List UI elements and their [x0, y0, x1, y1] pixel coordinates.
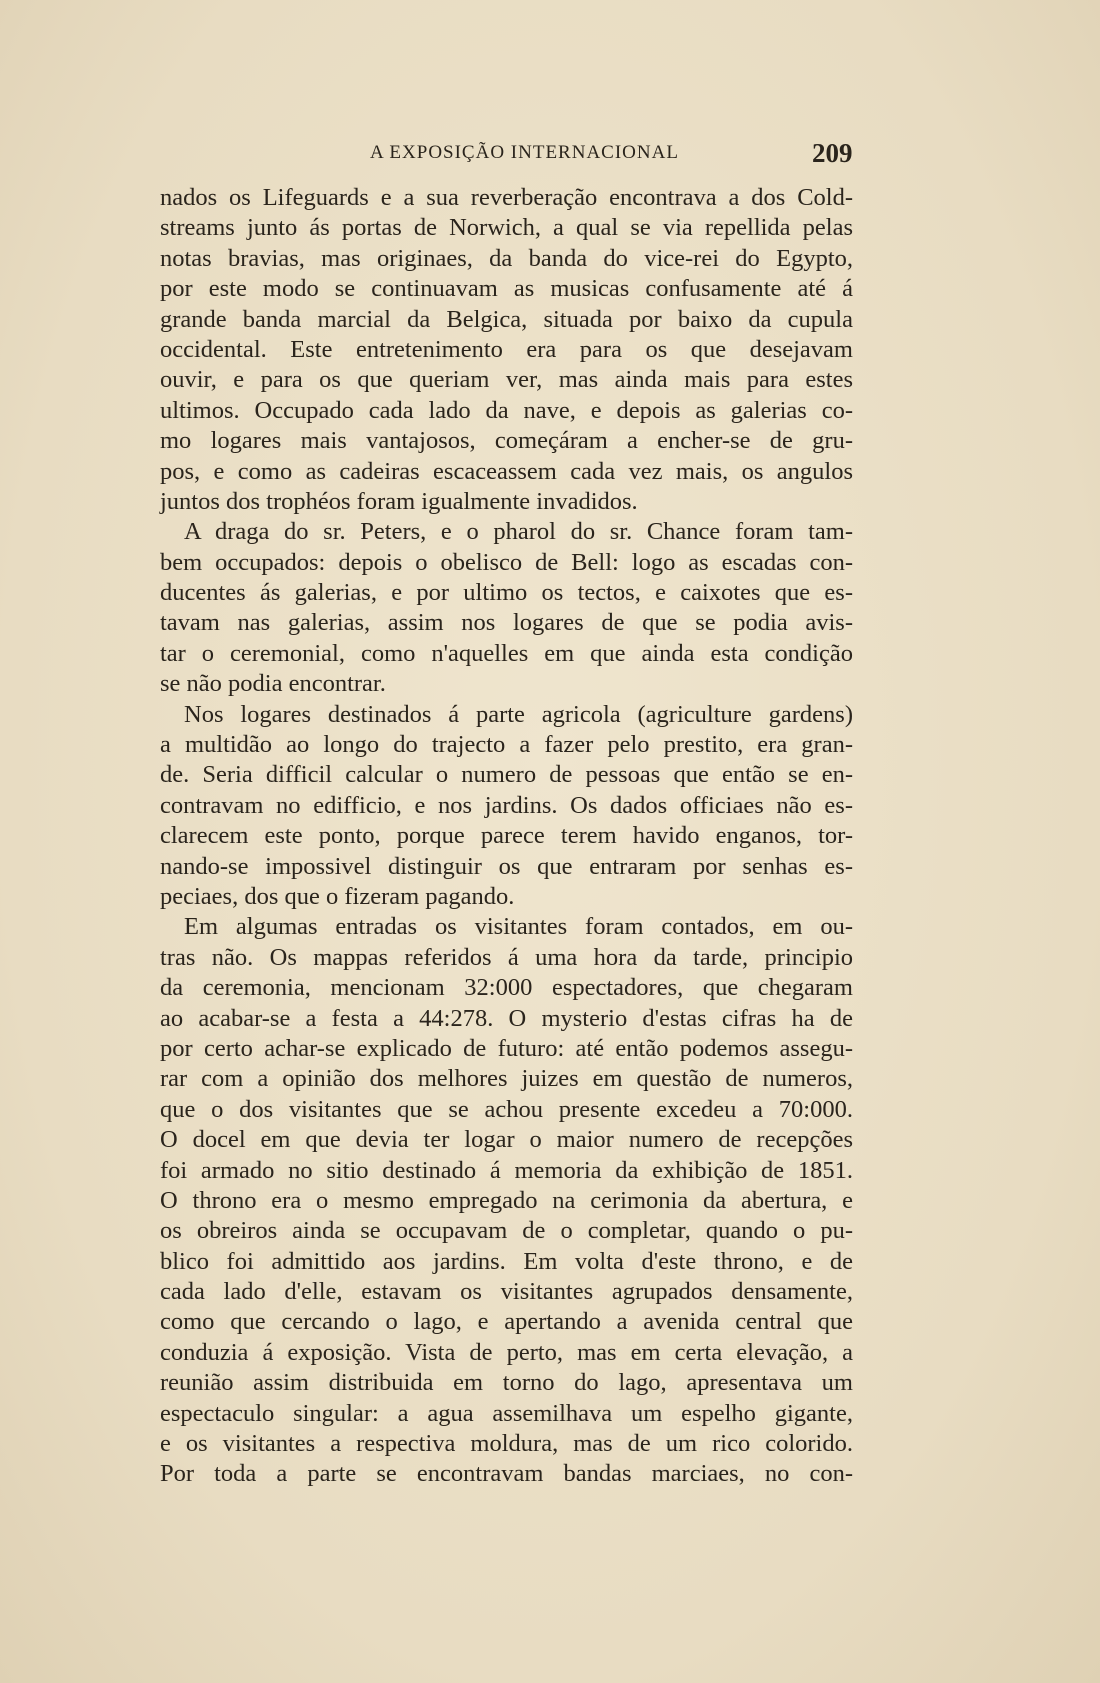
- text-line: como que cercando o lago, e apertando a avenida central que: [160, 1308, 853, 1336]
- text-line: e os visitantes a respectiva moldura, mas de um rico colorido.: [160, 1430, 853, 1458]
- text-line: peciaes, dos que o fizeram pagando.: [160, 882, 515, 910]
- text-line: O docel em que devia ter logar o maior numero de recepções: [160, 1126, 853, 1154]
- text-line: pos, e como as cadeiras escaceassem cada vez mais, os angulos: [160, 457, 853, 485]
- text-line: contravam no edifficio, e nos jardins. Os dados officiaes não es-: [160, 791, 853, 819]
- text-line: Em algumas entradas os visitantes foram contados, em ou-: [184, 913, 853, 941]
- text-line: os obreiros ainda se occupavam de o completar, quando o pu-: [160, 1217, 853, 1245]
- text-line: cada lado d'elle, estavam os visitantes agrupados densamente,: [160, 1278, 853, 1306]
- text-line: que o dos visitantes que se achou presente excedeu a 70:000.: [160, 1095, 853, 1123]
- text-line: tavam nas galerias, assim nos logares de que se podia avis-: [160, 609, 853, 637]
- running-title: A EXPOSIÇÃO INTERNACIONAL: [370, 142, 679, 163]
- text-line: grande banda marcial da Belgica, situada por baixo da cupula: [160, 305, 853, 333]
- text-line: foi armado no sitio destinado á memoria da exhibição de 1851.: [160, 1156, 853, 1184]
- page-header: [160, 138, 860, 168]
- text-line: O throno era o mesmo empregado na cerimonia da abertura, e: [160, 1186, 853, 1214]
- text-line: blico foi admittido aos jardins. Em volta d'este throno, e de: [160, 1247, 853, 1275]
- text-line: rar com a opinião dos melhores juizes em questão de numeros,: [160, 1065, 853, 1093]
- text-line: A draga do sr. Peters, e o pharol do sr. Chance foram tam-: [184, 518, 853, 546]
- text-line: tar o ceremonial, como n'aquelles em que ainda esta condição: [160, 639, 853, 667]
- text-line: Nos logares destinados á parte agricola (agriculture gardens): [184, 700, 853, 728]
- text-line: ultimos. Occupado cada lado da nave, e depois as galerias co-: [160, 396, 853, 424]
- text-line: espectaculo singular: a agua assemilhava um espelho gigante,: [160, 1399, 853, 1427]
- text-line: por certo achar-se explicado de futuro: até então podemos assegu-: [160, 1034, 853, 1062]
- text-line: clarecem este ponto, porque parece terem havido enganos, tor-: [160, 822, 853, 850]
- text-line: ao acabar-se a festa a 44:278. O mysterio d'estas cifras ha de: [160, 1004, 853, 1032]
- text-line: de. Seria difficil calcular o numero de pessoas que então se en-: [160, 761, 853, 789]
- text-line: ouvir, e para os que queriam ver, mas ainda mais para estes: [160, 366, 853, 394]
- text-line: nados os Lifeguards e a sua reverberação encontrava a dos Cold-: [160, 184, 853, 211]
- text-line: juntos dos trophéos foram igualmente invadidos.: [160, 487, 638, 515]
- text-line: Por toda a parte se encontravam bandas marciaes, no con-: [160, 1460, 853, 1488]
- text-line: por este modo se continuavam as musicas confusamente até á: [160, 275, 853, 303]
- text-line: a multidão ao longo do trajecto a fazer pelo prestito, era gran-: [160, 731, 853, 759]
- text-line: notas bravias, mas originaes, da banda do vice-rei do Egypto,: [160, 244, 853, 272]
- text-line: mo logares mais vantajosos, começáram a encher-se de gru-: [160, 427, 853, 455]
- text-line: bem occupados: depois o obelisco de Bell: logo as escadas con-: [160, 548, 853, 576]
- text-line: conduzia á exposição. Vista de perto, mas em certa elevação, a: [160, 1338, 853, 1366]
- text-line: ducentes ás galerias, e por ultimo os tectos, e caixotes que es-: [160, 579, 853, 607]
- text-line: reunião assim distribuida em torno do lago, apresentava um: [160, 1369, 853, 1397]
- text-line: se não podia encontrar.: [160, 670, 386, 698]
- text-line: da ceremonia, mencionam 32:000 espectadores, que chegaram: [160, 974, 853, 1002]
- body-text: [160, 183, 853, 1490]
- text-line: tras não. Os mappas referidos á uma hora da tarde, principio: [160, 943, 853, 971]
- text-line: streams junto ás portas de Norwich, a qual se via repellida pelas: [160, 214, 853, 242]
- text-line: occidental. Este entretenimento era para os que desejavam: [160, 335, 853, 363]
- text-line: nando-se impossivel distinguir os que entraram por senhas es-: [160, 852, 853, 880]
- page-number: 209: [812, 138, 853, 168]
